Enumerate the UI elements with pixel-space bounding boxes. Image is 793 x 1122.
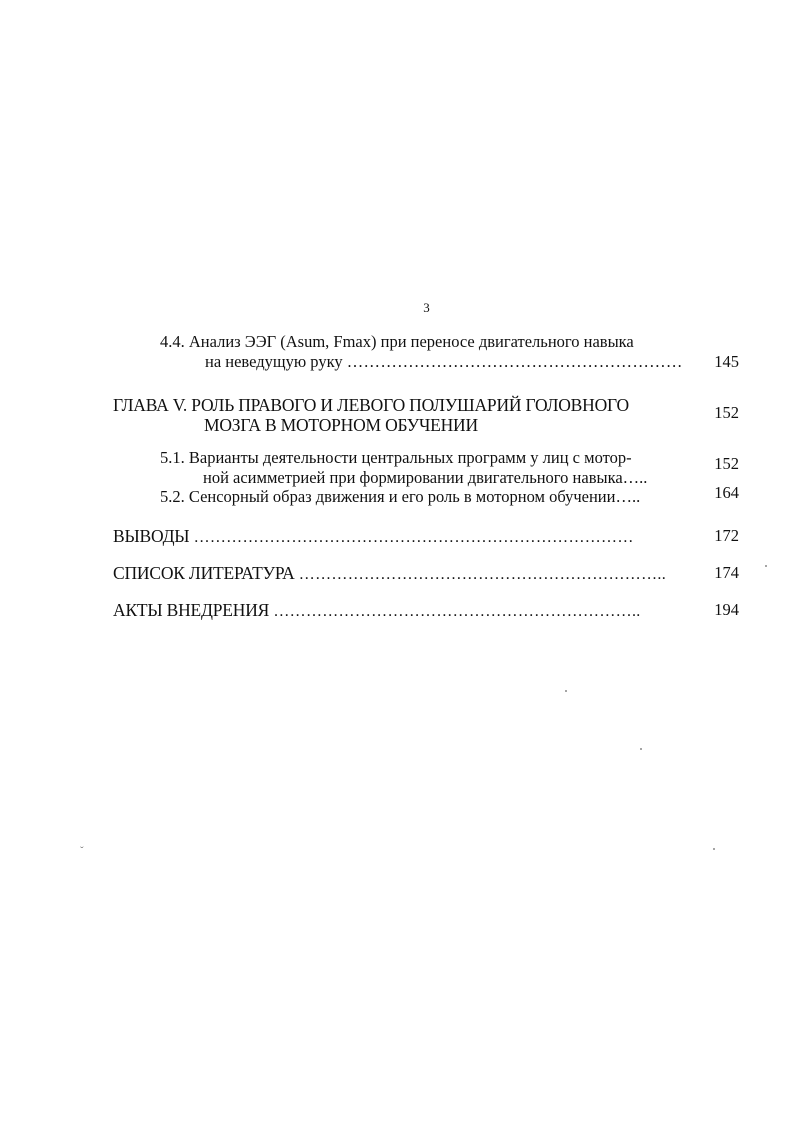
toc-entry-5-2-title: 5.2. Сенсорный образ движения и его роль в моторном обучении…..: [160, 487, 641, 506]
toc-acts-page: 194: [714, 600, 739, 619]
toc-entry-4-4-continuation: [205, 352, 683, 372]
toc-entry-4-4-text: на неведущую руку: [205, 352, 343, 371]
toc-acts-label: АКТЫ ВНЕДРЕНИЯ: [113, 600, 270, 620]
toc-leader-dots: …………………………………………………………..: [298, 566, 666, 583]
toc-chapter-5-title: ГЛАВА V. РОЛЬ ПРАВОГО И ЛЕВОГО ПОЛУШАРИЙ ГОЛОВНОГО: [113, 395, 629, 415]
scan-speck: [765, 565, 767, 567]
scan-speck: [640, 748, 642, 750]
toc-leader-dots: …………………………………………………………..: [273, 603, 641, 620]
toc-entry-5-1-title: 5.1. Варианты деятельности центральных программ у лиц с мотор-: [160, 448, 632, 467]
scan-speck: [713, 848, 715, 850]
toc-leader-dots: ………………………………………………………………………: [193, 529, 634, 546]
scan-speck: [565, 690, 567, 692]
toc-entry-5-1-page: 152: [714, 454, 739, 473]
toc-conclusions: [113, 526, 634, 548]
toc-leader-dots: ……………………………………………………: [346, 352, 683, 371]
toc-entry-4-4-page: 145: [714, 352, 739, 371]
toc-entry-4-4-title: 4.4. Анализ ЭЭГ (Asum, Fmax) при переносе двигательного навыка: [160, 332, 634, 351]
toc-acts: [113, 600, 641, 622]
scan-mark-icon: ˇ: [80, 845, 84, 857]
toc-references-page: 174: [714, 563, 739, 582]
toc-entry-5-1-continuation: ной асимметрией при формировании двигательного навыка…..: [203, 468, 648, 487]
toc-references: [113, 563, 666, 585]
page-number: 3: [423, 300, 430, 315]
toc-references-label: СПИСОК ЛИТЕРАТУРА: [113, 563, 295, 583]
toc-conclusions-label: ВЫВОДЫ: [113, 526, 190, 546]
toc-chapter-5-title-continuation: МОЗГА В МОТОРНОМ ОБУЧЕНИИ: [204, 415, 478, 435]
toc-conclusions-page: 172: [714, 526, 739, 545]
toc-entry-5-2-page: 164: [714, 483, 739, 502]
toc-chapter-5-page: 152: [714, 403, 739, 422]
